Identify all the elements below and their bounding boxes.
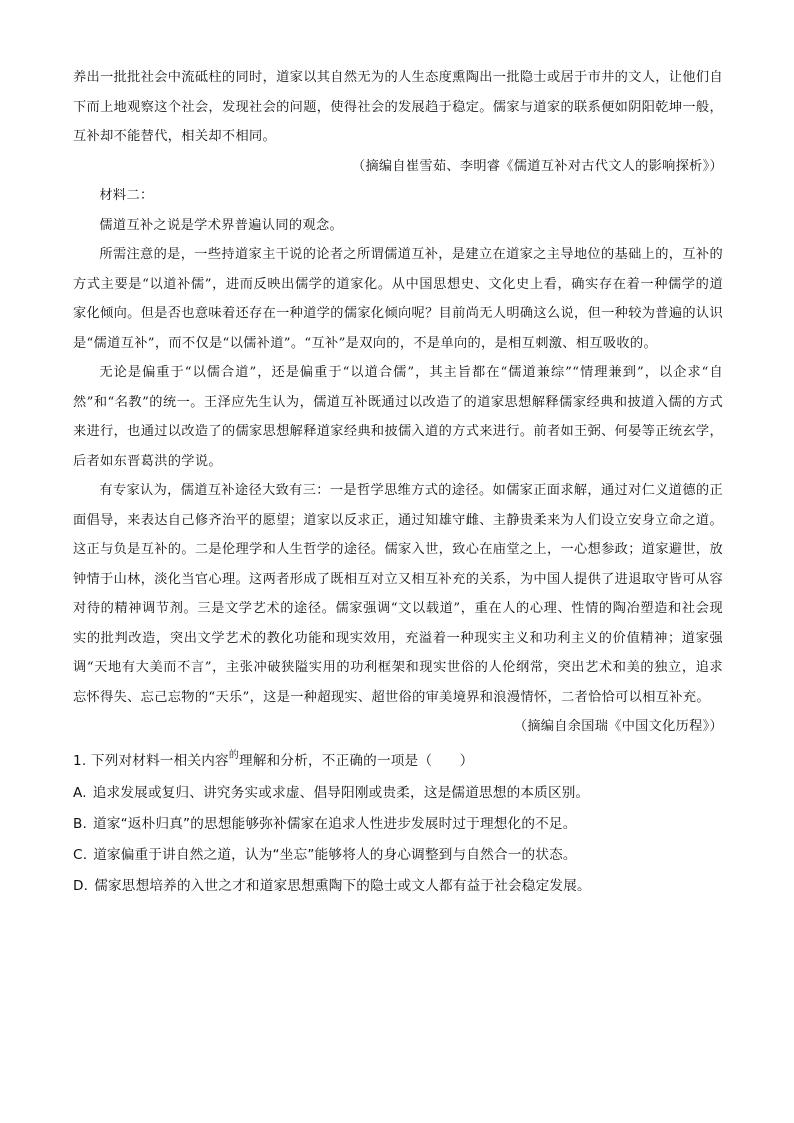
- option-a-text: 追求发展或复归、讲究务实或求虚、倡导阳刚或贵柔，这是儒道思想的本质区别。: [92, 784, 590, 801]
- option-b: [73, 809, 723, 840]
- document-page: [73, 63, 723, 902]
- option-d-text: 儒家思想培养的入世之才和道家思想熏陶下的隐士或文人都有益于社会稳定发展。: [94, 877, 591, 894]
- material2-paragraph-1: 儒道互补之说是学术界普遍认同的观念。: [99, 217, 344, 233]
- question-1-title-after: 理解和分析，不正确的一项是（ ）: [239, 752, 474, 769]
- material2-source: （摘编自余国瑞《中国文化历程》）: [513, 719, 723, 734]
- material2-paragraph-3: 无论是偏重于“以儒合道”，还是偏重于“以道合儒”，其主旨都在“儒道兼综”“情理兼到”，以企求“自然”和“名教”的统一。王泽应先生认为，儒道互补既通过以改造了的道家思想解释儒家经典和披道入儒的方式来进行，也通过以改造了的儒家思想解释道家经典和披儒入道的方式来进行。前者如王弼、何晏等正统玄学，后者如东晋葛洪的学说。: [73, 365, 723, 469]
- option-b-text: 道家“返朴归真”的思想能够弥补儒家在追求人性进步发展时过于理想化的不足。: [93, 815, 577, 832]
- question-1-title-before: 1. 下列对材料一相关内容: [73, 752, 229, 769]
- material2-paragraph-4: 有专家认为，儒道互补途径大致有三：一是哲学思维方式的途径。如儒家正面求解，通过对仁义道德的正面倡导，来表达自己修齐治平的愿望；道家以反求正，通过知雄守雌、主静贵柔来为人们设立安身立命之道。这正与负是互补的。二是伦理学和人生哲学的途径。儒家入世，致心在庙堂之上，一心想参政；道家避世，放钟情于山林，淡化当官心理。这两者形成了既相互对立又相互补充的关系，为中国人提供了进退取守皆可从容对待的精神调节剂。三是文学艺术的途径。儒家强调“文以载道”，重在人的心理、性情的陶冶塑造和社会现实的批判改造，突出文学艺术的教化功能和现实效用，充溢着一种现实主义和功利主义的价值精神；道家强调“天地有大美而不言”，主张冲破狭隘实用的功利框架和现实世俗的人伦纲常，突出艺术和美的独立，追求忘怀得失、忘己忘物的“天乐”，这是一种超现实、超世俗的审美境界和浪漫情怀，二者恰恰可以相互补充。: [73, 483, 723, 705]
- option-c-letter: C.: [73, 846, 88, 863]
- option-a-letter: A.: [73, 784, 87, 801]
- question-1-title-sup: 的: [228, 749, 240, 761]
- material1-tail-paragraph: 养出一批批社会中流砥柱的同时，道家以其自然无为的人生态度熏陶出一批隐士或居于市井的文人，让他们自下而上地观察这个社会，发现社会的问题，使得社会的发展趋于稳定。儒家与道家的联系便如阴阳乾坤一般，互补却不能替代，相关却不相同。: [73, 70, 723, 144]
- question-1-title: [73, 746, 723, 778]
- option-c: [73, 840, 723, 871]
- option-d: [73, 871, 723, 902]
- material2-paragraph-2: 所需注意的是，一些持道家主干说的论者之所谓儒道互补，是建立在道家之主导地位的基础上的，互补的方式主要是“以道补儒”，进而反映出儒学的道家化。从中国思想史、文化史上看，确实存在着一种儒学的道家化倾向。但是否也意味着还存在一种道学的儒家化倾向呢？目前尚无人明确这么说，但一种较为普遍的认识是“儒道互补”，而不仅是“以儒补道”。“互补”是双向的，不是单向的，是相互刺激、相互吸收的。: [73, 247, 723, 351]
- material1-source: （摘编自崔雪茹、李明睿《儒道互补对古代文人的影响探析》）: [351, 158, 723, 174]
- option-b-letter: B.: [73, 815, 88, 832]
- option-d-letter: D.: [73, 877, 89, 894]
- option-a: [73, 778, 723, 809]
- option-c-text: 道家偏重于讲自然之道，认为“坐忘”能够将人的身心调整到与自然合一的状态。: [93, 846, 577, 863]
- material2-heading: 材料二：: [99, 188, 154, 203]
